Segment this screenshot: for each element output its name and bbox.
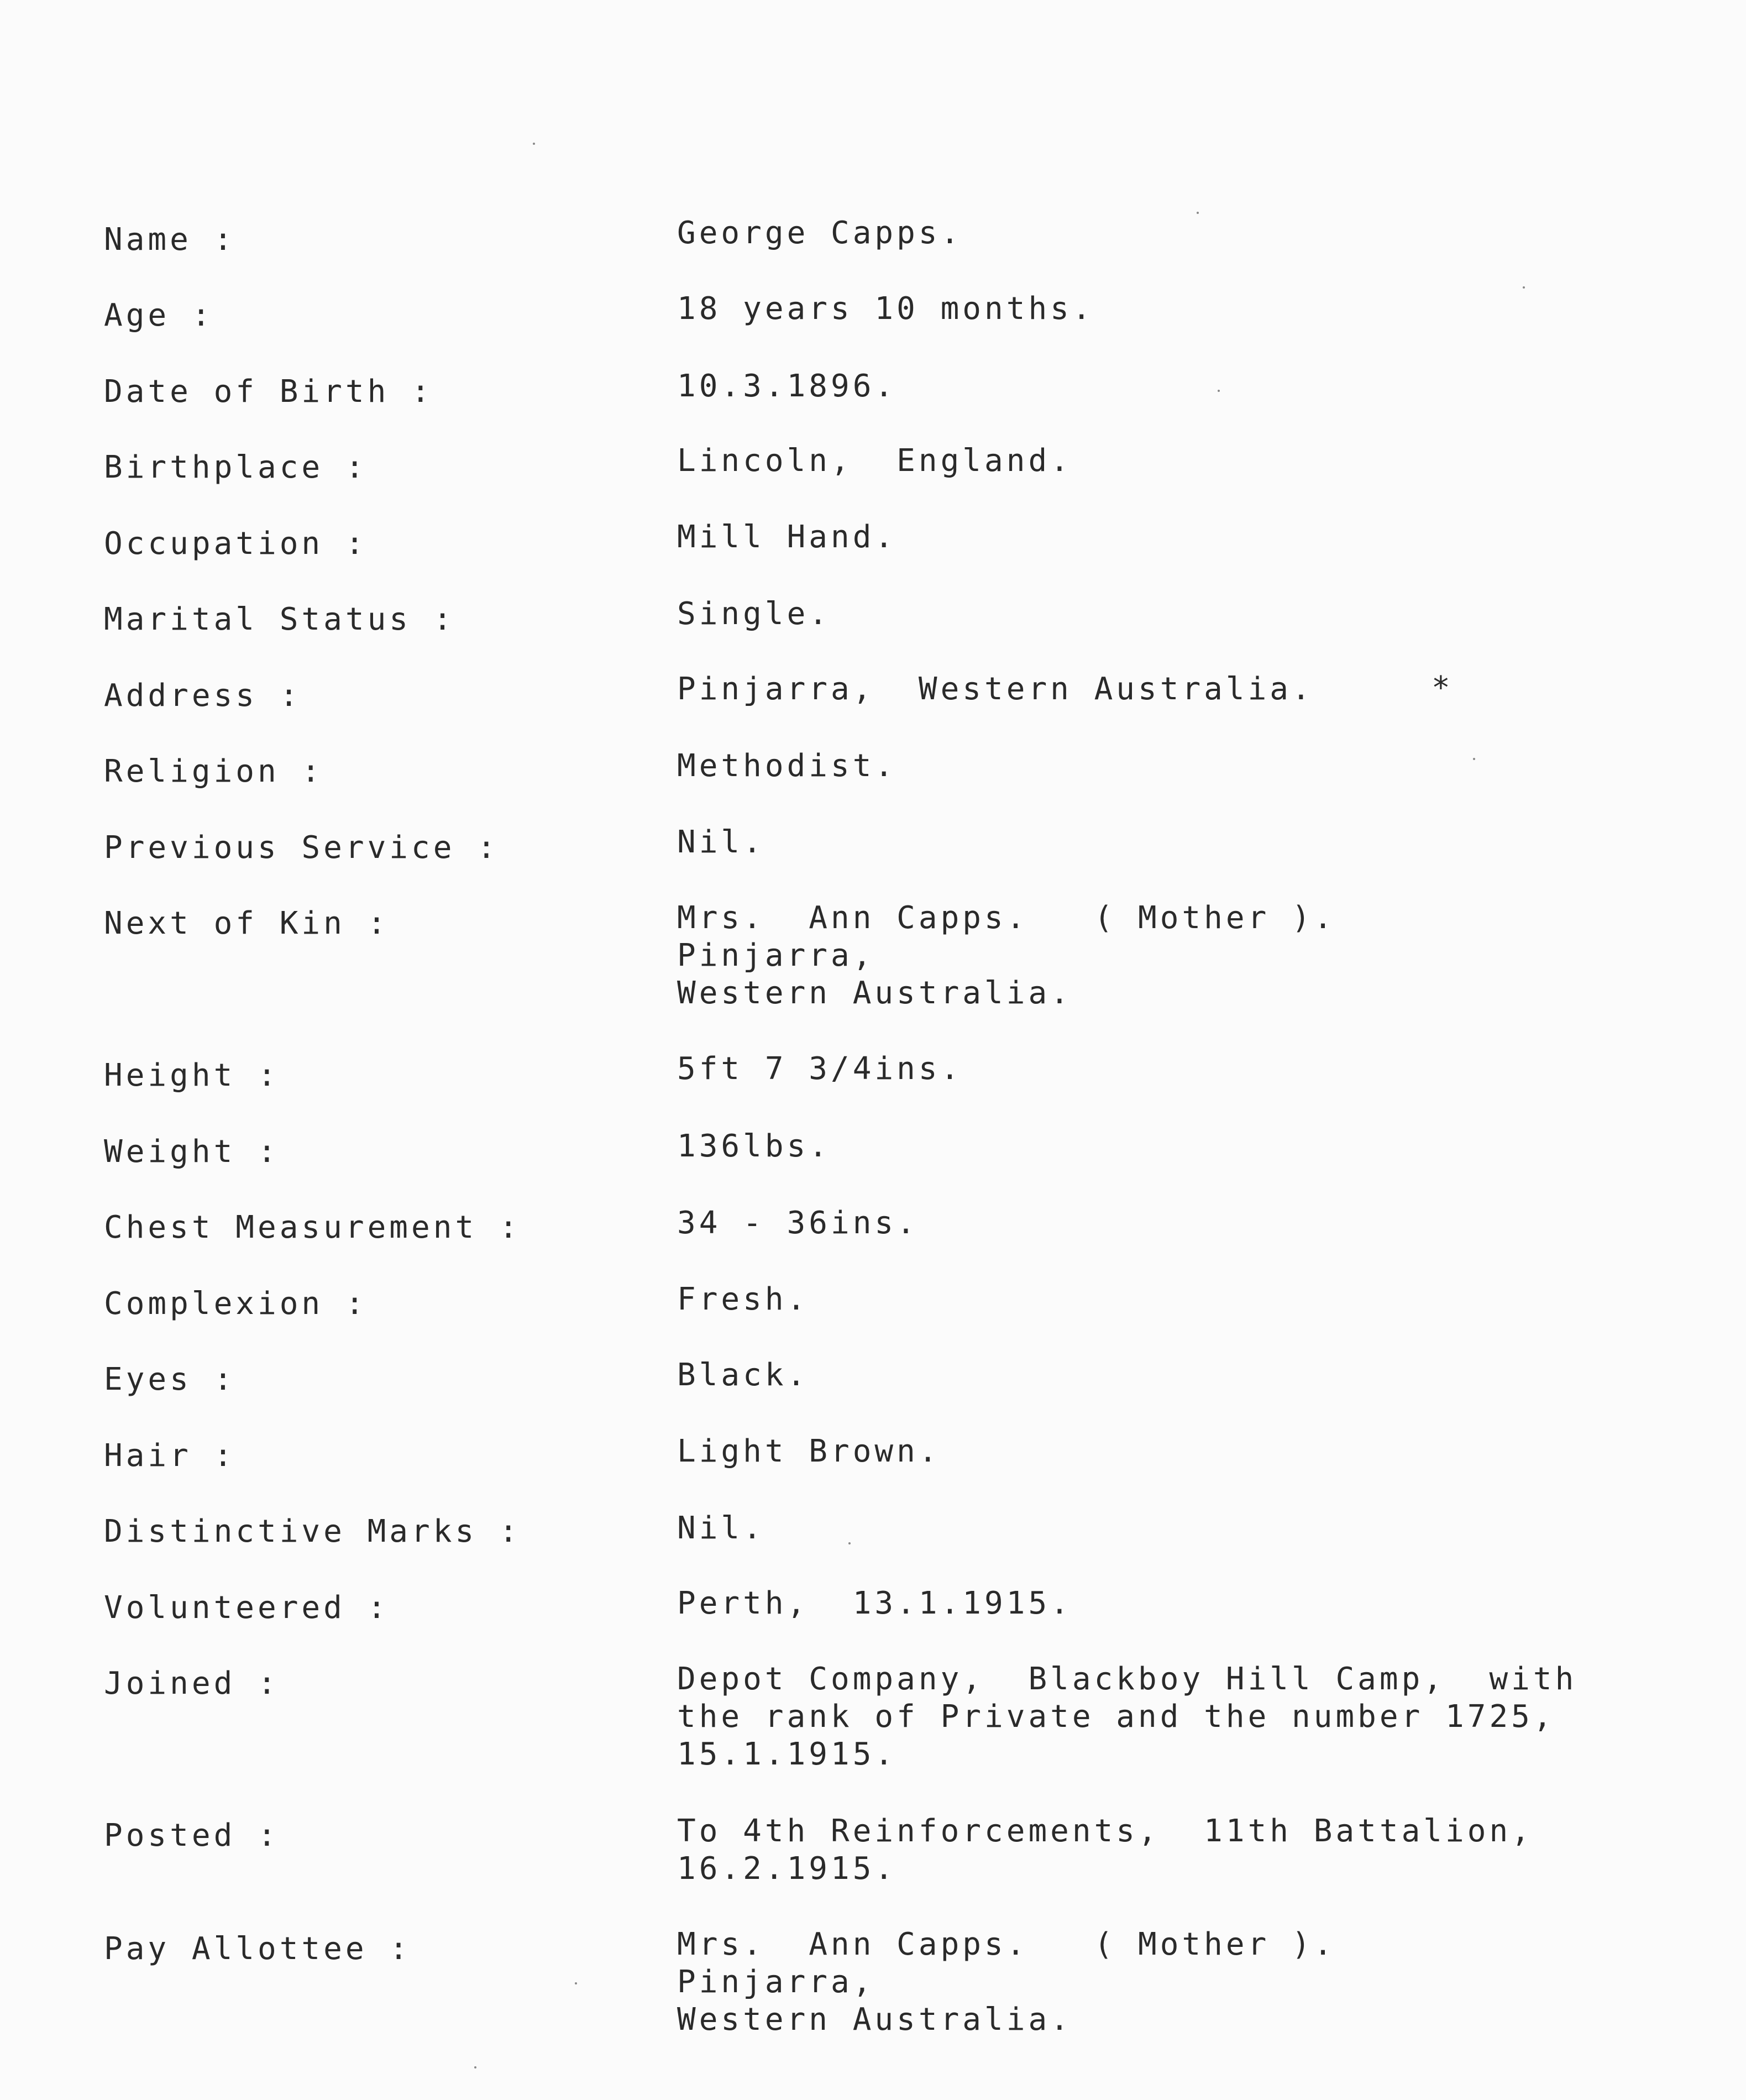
paper-speck xyxy=(1473,758,1475,760)
field-label: Weight : xyxy=(104,1134,280,1170)
value-line: Fresh. xyxy=(677,1281,809,1317)
paper-speck xyxy=(474,2066,476,2068)
field-value xyxy=(677,1050,1672,1088)
field-label: Marital Status : xyxy=(104,601,455,637)
value-line: 16.2.1915. xyxy=(677,1851,897,1887)
value-line: Black. xyxy=(677,1357,809,1393)
field-value xyxy=(677,1926,1672,2039)
field-label: Name : xyxy=(104,222,236,258)
value-line: Mrs. Ann Capps. ( Mother ). xyxy=(677,1926,1336,1962)
value-line: 18 years 10 months. xyxy=(677,291,1094,327)
value-line: the rank of Private and the number 1725, xyxy=(677,1699,1555,1735)
value-line: 10.3.1896. xyxy=(677,368,897,404)
value-line: Pinjarra, xyxy=(677,938,875,973)
field-label: Hair : xyxy=(104,1438,236,1474)
field-value xyxy=(677,824,1672,861)
field-value xyxy=(677,747,1672,785)
field-value xyxy=(677,1585,1672,1622)
field-label: Next of Kin : xyxy=(104,905,390,941)
value-line: Methodist. xyxy=(677,748,897,784)
value-line: Nil. xyxy=(677,824,765,860)
value-line: Western Australia. xyxy=(677,2002,1072,2038)
field-label: Previous Service : xyxy=(104,830,499,866)
field-label: Posted : xyxy=(104,1818,280,1853)
field-label: Volunteered : xyxy=(104,1590,390,1626)
field-label: Complexion : xyxy=(104,1286,368,1322)
field-value xyxy=(677,442,1672,480)
paper-speck xyxy=(1523,286,1525,289)
field-label: Religion : xyxy=(104,753,324,789)
value-line: 136lbs. xyxy=(677,1128,831,1164)
field-value xyxy=(677,368,1672,405)
field-value xyxy=(677,671,1672,708)
value-line: Pinjarra, Western Australia. xyxy=(677,671,1314,707)
field-value xyxy=(677,595,1672,633)
value-line: Nil. xyxy=(677,1510,765,1546)
value-line: Lincoln, England. xyxy=(677,443,1072,479)
field-label: Date of Birth : xyxy=(104,374,433,410)
field-label: Height : xyxy=(104,1057,280,1093)
paper-speck xyxy=(1197,212,1199,214)
value-line: Mill Hand. xyxy=(677,519,897,555)
value-line: 5ft 7 3/4ins. xyxy=(677,1051,963,1087)
value-line: Western Australia. xyxy=(677,975,1072,1011)
field-value xyxy=(677,1510,1672,1547)
paper-speck xyxy=(848,1542,851,1544)
paper-speck xyxy=(533,143,535,145)
field-label: Address : xyxy=(104,678,302,714)
value-line: Pinjarra, xyxy=(677,1964,875,2000)
field-value xyxy=(677,1205,1672,1242)
field-label: Distinctive Marks : xyxy=(104,1514,521,1549)
value-line: 34 - 36ins. xyxy=(677,1205,919,1241)
field-value xyxy=(677,290,1672,328)
field-value xyxy=(677,1281,1672,1318)
asterisk-mark: * xyxy=(1432,670,1450,706)
field-label: Pay Allottee : xyxy=(104,1931,412,1967)
field-value xyxy=(677,1128,1672,1165)
value-line: To 4th Reinforcements, 11th Battalion, xyxy=(677,1813,1533,1849)
paper-speck xyxy=(575,1982,577,1984)
field-label: Chest Measurement : xyxy=(104,1209,521,1245)
value-line: Mrs. Ann Capps. ( Mother ). xyxy=(677,900,1336,936)
field-value xyxy=(677,1661,1672,1773)
field-value xyxy=(677,1357,1672,1394)
field-label: Occupation : xyxy=(104,526,368,562)
value-line: Single. xyxy=(677,596,831,632)
field-label: Eyes : xyxy=(104,1361,236,1397)
value-line: Light Brown. xyxy=(677,1433,941,1469)
value-line: Perth, 13.1.1915. xyxy=(677,1585,1072,1621)
field-label: Birthplace : xyxy=(104,449,368,485)
field-value xyxy=(677,214,1672,252)
field-value xyxy=(677,1813,1672,1888)
field-value xyxy=(677,899,1672,1012)
field-label: Joined : xyxy=(104,1666,280,1701)
paper-speck xyxy=(1218,390,1220,392)
value-line: George Capps. xyxy=(677,215,963,251)
value-line: 15.1.1915. xyxy=(677,1736,897,1772)
field-value xyxy=(677,519,1672,556)
field-value xyxy=(677,1433,1672,1470)
field-label: Age : xyxy=(104,297,214,333)
value-line: Depot Company, Blackboy Hill Camp, with xyxy=(677,1661,1577,1697)
